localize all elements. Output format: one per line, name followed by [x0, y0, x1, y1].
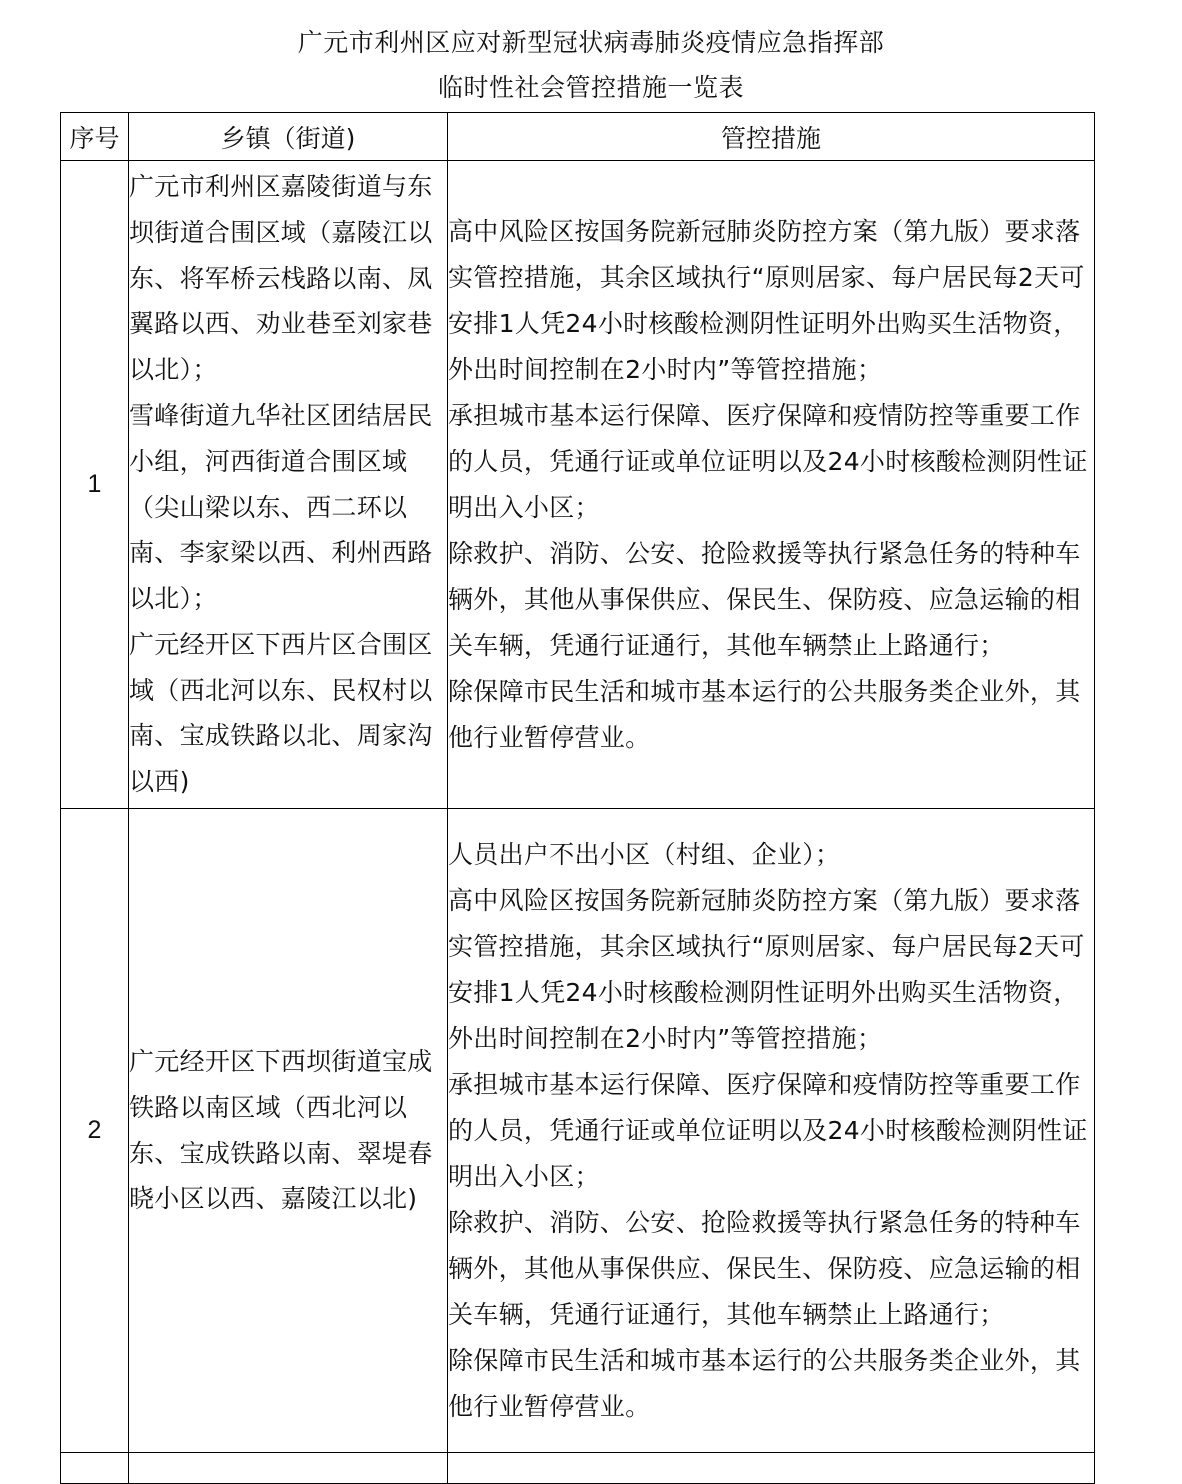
area-paragraph: 广元市利州区嘉陵街道与东坝街道合围区域（嘉陵江以东、将军桥云栈路以南、凤翼路以西、劝业巷至刘家巷以北）； [129, 171, 433, 385]
header-control-measures: 管控措施 [448, 113, 1095, 161]
empty-cell [448, 1453, 1095, 1484]
measure-paragraph: 承担城市基本运行保障、医疗保障和疫情防控等重要工作的人员，凭通行证或单位证明以及24小时核酸检测阴性证明出入小区； [448, 1069, 1088, 1191]
row-measures-cell [448, 161, 1095, 809]
row-area-cell [129, 809, 448, 1453]
measure-paragraph: 承担城市基本运行保障、医疗保障和疫情防控等重要工作的人员，凭通行证或单位证明以及24小时核酸检测阴性证明出入小区； [448, 400, 1088, 522]
row-measures-cell [448, 809, 1095, 1453]
area-paragraph: 广元经开区下西坝街道宝成铁路以南区域（西北河以东、宝成铁路以南、翠堤春晓小区以西、嘉陵江以北) [129, 1046, 433, 1214]
area-paragraph: 雪峰街道九华社区团结居民小组，河西街道合围区域（尖山梁以东、西二环以南、李家梁以西、利州西路以北）； [129, 400, 433, 614]
table-row-partial [61, 1453, 1095, 1484]
row-area-cell [129, 161, 448, 809]
empty-cell [61, 1453, 129, 1484]
document-title: 广元市利州区应对新型冠状病毒肺炎疫情应急指挥部 [297, 28, 885, 57]
table-row [61, 809, 1095, 1453]
measure-paragraph: 除保障市民生活和城市基本运行的公共服务类企业外，其他行业暂停营业。 [448, 1345, 1081, 1421]
header-serial-number: 序号 [61, 113, 129, 161]
table-header-row [61, 113, 1095, 161]
measure-paragraph: 人员出户不出小区（村组、企业）； [448, 839, 841, 869]
document-subtitle: 临时性社会管控措施一览表 [437, 73, 744, 102]
row-serial-number: 1 [61, 161, 129, 809]
measure-paragraph: 除救护、消防、公安、抢险救援等执行紧急任务的特种车辆外，其他从事保供应、保民生、保防疫、应急运输的相关车辆，凭通行证通行，其他车辆禁止上路通行； [448, 1207, 1081, 1329]
table-row [61, 161, 1095, 809]
measure-paragraph: 高中风险区按国务院新冠肺炎防控方案（第九版）要求落实管控措施，其余区域执行“原则居家、每户居民每2天可安排1人凭24小时核酸检测阴性证明外出购买生活物资，外出时间控制在2小时内”等管控措施； [448, 216, 1085, 384]
header-town-street: 乡镇（街道) [129, 113, 448, 161]
empty-cell [129, 1453, 448, 1484]
measure-paragraph: 除保障市民生活和城市基本运行的公共服务类企业外，其他行业暂停营业。 [448, 676, 1081, 752]
measure-paragraph: 除救护、消防、公安、抢险救援等执行紧急任务的特种车辆外，其他从事保供应、保民生、保防疫、应急运输的相关车辆，凭通行证通行，其他车辆禁止上路通行； [448, 538, 1081, 660]
row-serial-number: 2 [61, 809, 129, 1453]
area-paragraph: 广元经开区下西片区合围区域（西北河以东、民权村以南、宝成铁路以北、周家沟以西) [129, 629, 433, 797]
control-measures-table [60, 112, 1095, 1484]
measure-paragraph: 高中风险区按国务院新冠肺炎防控方案（第九版）要求落实管控措施，其余区域执行“原则居家、每户居民每2天可安排1人凭24小时核酸检测阴性证明外出购买生活物资，外出时间控制在2小时内”等管控措施； [448, 885, 1085, 1053]
